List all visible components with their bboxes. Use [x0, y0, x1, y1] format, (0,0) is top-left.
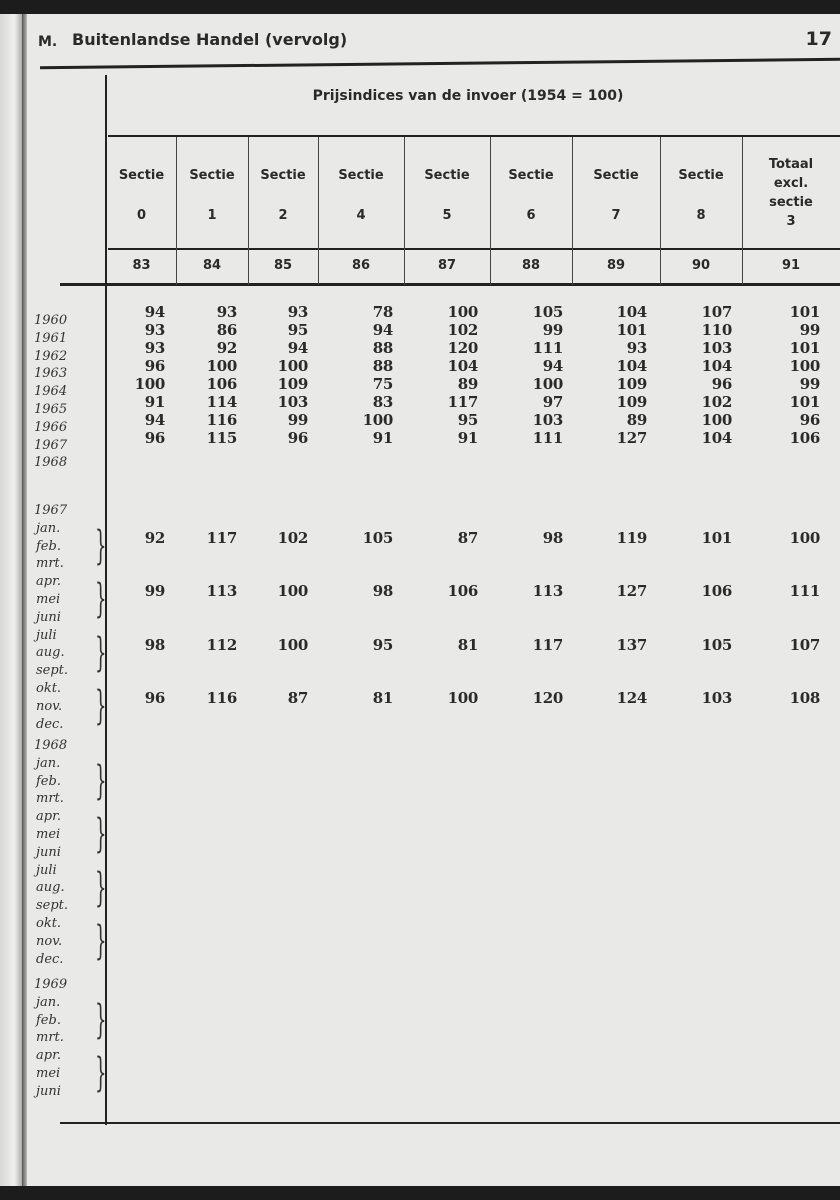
- month-label: juli: [36, 627, 57, 643]
- table-cell: 107: [701, 303, 732, 321]
- table-cell: 109: [616, 393, 647, 411]
- table-cell: 87: [287, 689, 308, 708]
- column-header-label: Totaal excl. sectie: [768, 157, 814, 210]
- table-cell: 92: [144, 529, 165, 547]
- table-cell: 100: [206, 357, 237, 375]
- row-year-label: 1960: [34, 313, 68, 328]
- section-letter: M.: [38, 34, 58, 50]
- month-label: okt.: [36, 681, 62, 696]
- column-header-label: Sectie: [260, 168, 306, 183]
- month-label: jan.: [36, 520, 61, 536]
- table-cell: 111: [532, 339, 563, 357]
- month-label: feb.: [36, 773, 61, 789]
- table-cell: 99: [287, 411, 308, 429]
- column-code: 88: [521, 258, 541, 273]
- table-cell: 124: [616, 689, 647, 708]
- table-cell: 120: [447, 339, 478, 357]
- table-cell: 100: [789, 357, 820, 375]
- month-label: feb.: [36, 538, 61, 554]
- month-label: aug.: [36, 880, 65, 896]
- table-cell: 95: [372, 635, 393, 654]
- table-cell: 103: [532, 411, 563, 429]
- table-cell: 127: [616, 429, 647, 447]
- table-cell: 93: [287, 303, 308, 321]
- table-cell: 106: [701, 582, 732, 601]
- table-cell: 114: [206, 393, 237, 411]
- month-label: nov.: [36, 933, 63, 949]
- column-header-divider: [108, 248, 840, 250]
- column-code: 83: [132, 258, 151, 273]
- table-cell: 103: [701, 339, 732, 357]
- table-cell: 98: [144, 635, 165, 654]
- table-cell: 127: [616, 582, 647, 601]
- table-cell: 96: [287, 429, 308, 447]
- quarter-brace: }: [94, 522, 107, 569]
- table-cell: 111: [789, 582, 820, 601]
- table-cell: 117: [206, 529, 237, 547]
- table-cell: 99: [799, 321, 820, 339]
- table-cell: 100: [701, 411, 732, 429]
- table-cell: 97: [542, 393, 563, 411]
- quarter-brace: }: [94, 576, 107, 623]
- row-year-label: 1961: [34, 330, 68, 346]
- table-cell: 95: [457, 411, 478, 429]
- table-cell: 101: [616, 321, 647, 339]
- table-cell: 96: [144, 357, 165, 375]
- month-label: mrt.: [36, 556, 64, 572]
- table-cell: 95: [287, 321, 308, 339]
- month-label: mei: [36, 592, 61, 607]
- table-cell: 75: [372, 375, 393, 393]
- table-cell: 100: [277, 635, 308, 654]
- table-cell: 96: [711, 375, 732, 393]
- row-year-label: 1965: [34, 402, 68, 417]
- column-header-label: Sectie: [508, 168, 554, 183]
- table-cell: 88: [372, 339, 393, 357]
- month-label: juni: [36, 844, 61, 860]
- table-cell: 119: [616, 529, 647, 547]
- table-cell: 100: [362, 411, 393, 429]
- table-cell: 87: [457, 529, 478, 547]
- column-header-label: Sectie: [593, 168, 639, 183]
- row-year-label: 1966: [34, 419, 68, 435]
- table-cell: 107: [789, 635, 820, 654]
- book-spine: [22, 14, 27, 1186]
- table-cell: 103: [277, 393, 308, 411]
- row-year-label: 1964: [34, 384, 68, 400]
- month-label: mei: [36, 827, 61, 842]
- table-cell: 91: [457, 429, 478, 447]
- header-divider: [108, 135, 840, 137]
- month-label: feb.: [36, 1012, 61, 1028]
- table-cell: 78: [372, 303, 393, 321]
- month-label: aug.: [36, 645, 65, 661]
- table-cell: 93: [144, 339, 165, 357]
- table-cell: 100: [277, 357, 308, 375]
- table-cell: 91: [372, 429, 393, 447]
- table-cell: 106: [447, 582, 478, 601]
- quarter-brace: }: [94, 629, 107, 676]
- quarter-brace: }: [94, 996, 107, 1043]
- table-cell: 94: [144, 411, 165, 429]
- month-label: dec.: [36, 716, 64, 732]
- table-cell: 94: [144, 303, 165, 321]
- month-label: juli: [36, 862, 57, 878]
- month-label: apr.: [36, 1048, 61, 1064]
- table-cell: 101: [789, 393, 820, 411]
- row-year-label: 1962: [34, 348, 68, 364]
- table-cell: 100: [447, 689, 478, 708]
- table-cell: 100: [277, 582, 308, 601]
- month-label: dec.: [36, 951, 64, 967]
- column-header-section: 1: [207, 208, 217, 223]
- table-cell: 96: [144, 689, 165, 708]
- quarter-brace: }: [94, 864, 107, 911]
- column-header-section: 2: [278, 208, 288, 223]
- table-cell: 115: [206, 429, 237, 447]
- scan-border-bottom: [0, 1186, 840, 1200]
- month-label: juni: [36, 609, 61, 625]
- quarter-brace: }: [94, 757, 107, 804]
- table-cell: 86: [216, 321, 237, 339]
- table-cell: 113: [206, 582, 237, 601]
- table-cell: 106: [206, 375, 237, 393]
- month-label: nov.: [36, 698, 63, 714]
- table-cell: 81: [372, 689, 393, 708]
- quarter-brace: }: [94, 1050, 107, 1097]
- column-code: 86: [351, 258, 371, 273]
- table-cell: 101: [789, 303, 820, 321]
- block-year-label: 1967: [34, 503, 68, 518]
- column-header-section: 6: [526, 208, 536, 223]
- column-header-section: 7: [611, 208, 621, 223]
- table-cell: 102: [447, 321, 478, 339]
- column-code: 87: [437, 258, 457, 273]
- table-cell: 116: [206, 689, 237, 708]
- table-cell: 103: [701, 689, 732, 708]
- column-header-label: Sectie: [189, 168, 235, 183]
- table-cell: 99: [799, 375, 820, 393]
- table-cell: 110: [701, 321, 732, 339]
- table-cell: 93: [216, 303, 237, 321]
- table-cell: 113: [532, 582, 563, 601]
- table-cell: 96: [799, 411, 820, 429]
- table-cell: 104: [701, 357, 732, 375]
- table-cell: 117: [447, 393, 478, 411]
- month-label: sept.: [36, 663, 69, 679]
- table-cell: 100: [532, 375, 563, 393]
- table-cell: 89: [457, 375, 478, 393]
- table-cell: 102: [701, 393, 732, 411]
- table-cell: 100: [789, 529, 820, 547]
- table-cell: 111: [532, 429, 563, 447]
- table-cell: 99: [542, 321, 563, 339]
- month-label: jan.: [36, 994, 61, 1010]
- table-title: Prijsindices van de invoer (1954 = 100): [312, 88, 624, 104]
- quarter-brace: }: [94, 918, 107, 964]
- row-year-label: 1963: [34, 366, 68, 382]
- page-number: 17: [805, 28, 832, 50]
- column-header-label: Sectie: [678, 168, 724, 183]
- table-cell: 98: [372, 582, 393, 601]
- column-header-section: 0: [136, 208, 147, 223]
- table-cell: 112: [206, 635, 237, 654]
- month-label: apr.: [36, 574, 61, 590]
- quarter-brace: }: [94, 811, 107, 858]
- table-cell: 98: [542, 529, 563, 547]
- table-cell: 104: [616, 357, 647, 375]
- table-cell: 88: [372, 357, 393, 375]
- code-row-divider: [60, 283, 840, 286]
- column-code: 91: [781, 258, 801, 273]
- table-cell: 93: [626, 339, 647, 357]
- quarter-brace: }: [94, 683, 107, 729]
- column-code: 90: [691, 258, 711, 273]
- table-cell: 91: [144, 393, 165, 411]
- month-label: sept.: [36, 898, 69, 914]
- column-header-section: 5: [442, 208, 452, 223]
- table-cell: 120: [532, 689, 563, 708]
- table-cell: 94: [542, 357, 563, 375]
- month-label: mrt.: [36, 1030, 64, 1046]
- table-cell: 137: [616, 635, 647, 654]
- table-cell: 83: [372, 393, 393, 411]
- table-cell: 105: [532, 303, 563, 321]
- column-code: 89: [606, 258, 626, 273]
- table-cell: 116: [206, 411, 237, 429]
- column-header-section: 4: [356, 208, 366, 223]
- month-label: jan.: [36, 755, 61, 771]
- table-cell: 104: [616, 303, 647, 321]
- month-label: juni: [36, 1083, 61, 1099]
- table-cell: 89: [626, 411, 647, 429]
- table-cell: 96: [144, 429, 165, 447]
- table-cell: 104: [447, 357, 478, 375]
- row-year-label: 1968: [34, 455, 68, 471]
- column-header-label: Sectie: [424, 168, 470, 183]
- column-code: 84: [202, 258, 222, 273]
- month-label: mrt.: [36, 791, 64, 807]
- table-cell: 92: [216, 339, 237, 357]
- table-cell: 100: [447, 303, 478, 321]
- table-cell: 117: [532, 635, 563, 654]
- table-cell: 108: [789, 689, 820, 708]
- header-rule: [40, 58, 840, 69]
- column-header-label: Sectie: [118, 168, 165, 183]
- table-bottom-rule: [60, 1122, 840, 1124]
- table-cell: 109: [616, 375, 647, 393]
- row-year-label: 1967: [34, 437, 68, 453]
- column-code: 85: [273, 258, 293, 273]
- column-header-label: Sectie: [338, 168, 384, 183]
- scan-border-top: [0, 0, 840, 14]
- table-cell: 101: [789, 339, 820, 357]
- table-cell: 105: [701, 635, 732, 654]
- month-label: mei: [36, 1066, 61, 1081]
- table-cell: 106: [789, 429, 820, 447]
- table-cell: 93: [144, 321, 165, 339]
- block-year-label: 1968: [34, 738, 68, 753]
- table-cell: 109: [277, 375, 308, 393]
- page-heading: Buitenlandse Handel (vervolg): [72, 30, 348, 49]
- table-cell: 102: [277, 529, 308, 547]
- table-cell: 105: [362, 529, 393, 547]
- table-cell: 81: [457, 635, 478, 654]
- column-header-section: 3: [786, 214, 796, 229]
- block-year-label: 1969: [34, 977, 68, 992]
- table-cell: 99: [144, 582, 165, 601]
- table-cell: 94: [287, 339, 308, 357]
- month-label: apr.: [36, 809, 61, 825]
- table-cell: 104: [701, 429, 732, 447]
- column-header-section: 8: [696, 208, 706, 223]
- table-cell: 94: [372, 321, 393, 339]
- previous-page-edge: [0, 14, 24, 1186]
- table-cell: 101: [701, 529, 732, 547]
- month-label: okt.: [36, 916, 62, 931]
- table-cell: 100: [134, 375, 165, 393]
